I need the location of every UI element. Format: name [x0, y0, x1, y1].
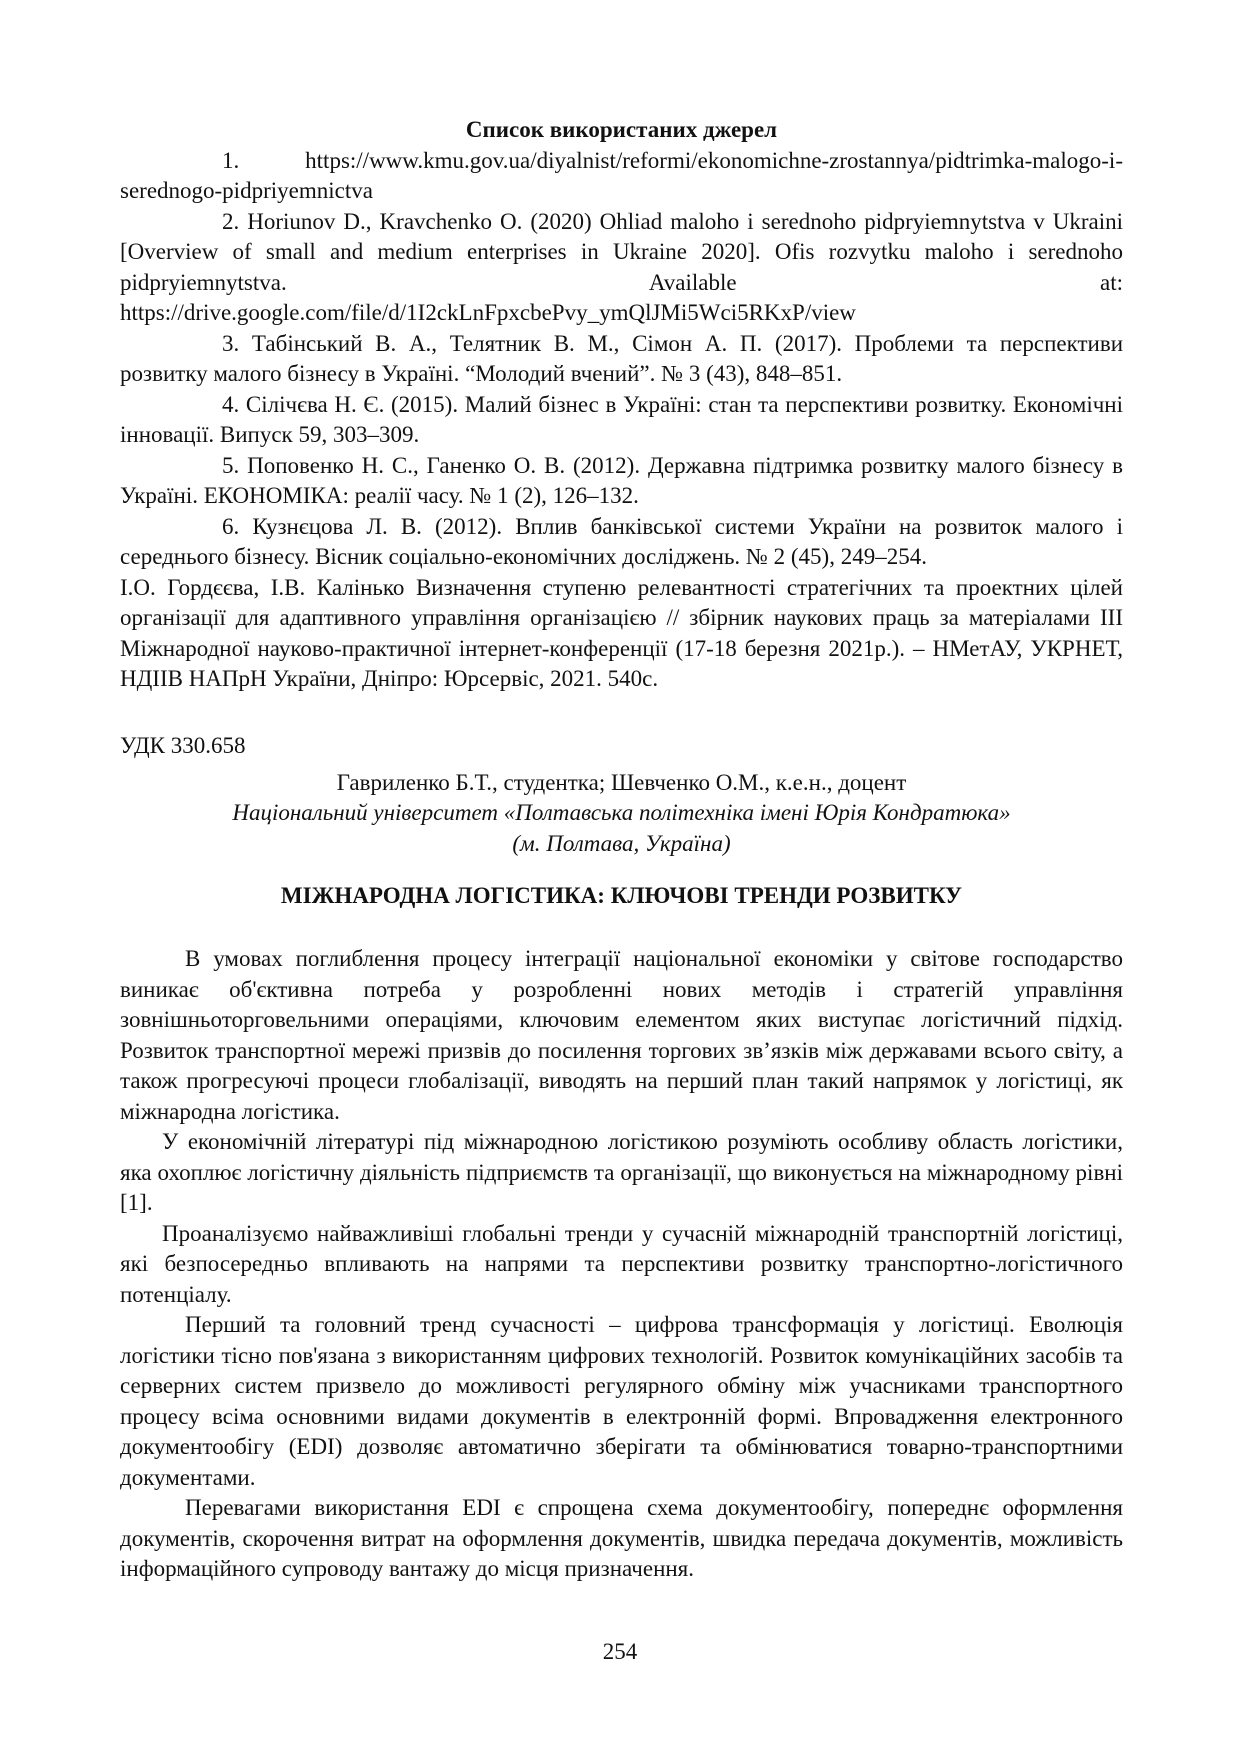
article-body	[120, 944, 1123, 1585]
reference-item: 5. Поповенко Н. С., Ганенко О. В. (2012). Державна підтримка розвитку малого бізнесу в Україні. ЕКОНОМІКА: реалії часу. № 1 (2), 126–132.	[120, 452, 1123, 508]
article-header	[120, 731, 1123, 912]
article-affiliation: Національний університет «Полтавська політехніка імені Юрія Кондратюка»	[232, 800, 1011, 825]
article-authors: Гавриленко Б.Т., студентка; Шевченко О.М., к.е.н., доцент	[336, 769, 907, 795]
references-title: Список використаних джерел	[465, 117, 778, 142]
reference-item: 3. Табінський В. А., Телятник В. М., Сімон А. П. (2017). Проблеми та перспективи розвитку малого бізнесу в Україні. “Молодий вчений”. № 3 (43), 848–851.	[120, 330, 1123, 386]
reference-item: 2. Horiunov D., Kravchenko O. (2020) Ohliad maloho i serednoho pidpryiemnytstva v Ukraini [Overview of small and medium enterprises in Ukraine 2020]. Ofis rozvytku maloho i serednoho pidpryiemnytstva. Available at: https://drive.google.com/file/d/1I2ckLnFpxcbePvy_ymQlJMi5Wci5RKxP/view	[120, 208, 1123, 325]
body-paragraph: Проаналізуємо найважливіші глобальні тренди у сучасній міжнародній транспортній логістиці, які безпосередньо впливають на напрями та перспективи розвитку транспортно-логістичного потенціалу.	[120, 1220, 1123, 1307]
article-title: МІЖНАРОДНА ЛОГІСТИКА: КЛЮЧОВІ ТРЕНДИ РОЗВИТКУ	[280, 883, 963, 908]
reference-item: 1. https://www.kmu.gov.ua/diyalnist/reformi/ekonomichne-zrostannya/pidtrimka-malogo-i-serednogo-pidpriyemnictva	[120, 147, 1123, 203]
udc-code: УДК 330.658	[120, 733, 246, 758]
body-paragraph: В умовах поглиблення процесу інтеграції національної економіки у світове господарство виникає об'єктивна потреба у розробленні нових методів і стратегій управління зовнішньоторговельними операціями, ключовим елементом яких виступає логістичний підхід. Розвиток транспортної мережі призвів до посилення торгових зв’язків між державами всього світу, а також прогресуючі процеси глобалізації, виводять на перший план такий напрямок у логістиці, як міжнародна логістика.	[120, 946, 1123, 1124]
body-paragraph: Перший та головний тренд сучасності – цифрова трансформація у логістиці. Еволюція логістики тісно пов'язана з використанням цифрових технологій. Розвиток комунікаційних засобів та серверних систем призвело до можливості регулярного обміну між учасниками транспортного процесу всіма основними видами документів в електронній формі. Впровадження електронного документообігу (EDI) дозволяє автоматично зберігати та обмінюватися товарно-транспортними документами.	[120, 1312, 1123, 1490]
article-location: (м. Полтава, Україна)	[512, 830, 731, 856]
references-section	[120, 115, 1123, 695]
body-paragraph: У економічній літературі під міжнародною логістикою розуміють особливу область логістики, яка охоплює логістичну діяльність підприємств та організації, що виконується на міжнародному рівні [1].	[120, 1129, 1123, 1215]
reference-item: 4. Сілічєва Н. Є. (2015). Малий бізнес в Україні: стан та перспективи розвитку. Економічні інновації. Випуск 59, 303–309.	[120, 391, 1123, 447]
body-paragraph: Перевагами використання EDI є спрощена схема документообігу, попереднє оформлення документів, скорочення витрат на оформлення документів, швидка передача документів, можливість інформаційного супроводу вантажу до місця призначення.	[120, 1495, 1123, 1581]
page-number: 254	[602, 1639, 638, 1664]
reference-item: 6. Кузнєцова Л. В. (2012). Вплив банківської системи України на розвиток малого і середнього бізнесу. Вісник соціально-економічних досліджень. № 2 (45), 249–254.	[120, 513, 1123, 569]
reference-trailing: І.О. Гордєєва, І.В. Калінько Визначення ступеню релевантності стратегічних та проектних цілей організації для адаптивного управління організацією // збірник наукових праць за матеріалами III Міжнародної науково-практичної інтернет-конференції (17-18 березня 2021р.). – НМетАУ, УКРНЕТ, НДІІВ НАПрН України, Дніпро: Юрсервіс, 2021. 540с.	[120, 574, 1123, 691]
